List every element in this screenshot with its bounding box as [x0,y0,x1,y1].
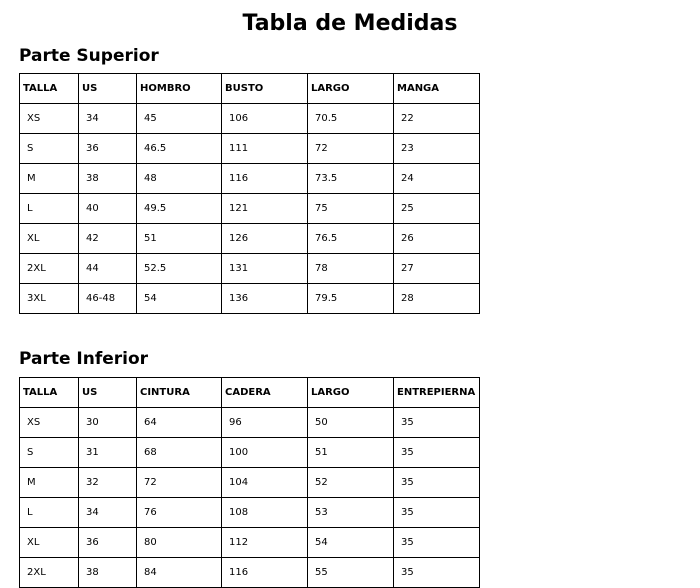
table-cell: XL [20,224,79,254]
table-row [20,528,480,558]
table-cell: 35 [394,438,480,468]
table-cell: 45 [137,104,222,134]
table-cell: 52 [308,468,394,498]
table-cell: 46.5 [137,134,222,164]
column-header: ENTREPIERNA [394,378,480,408]
table-cell: 38 [79,558,137,588]
table-cell: 38 [79,164,137,194]
table-cell: XL [20,528,79,558]
table-cell: 68 [137,438,222,468]
table-cell: 51 [137,224,222,254]
table-cell: 23 [394,134,480,164]
table-cell: 54 [308,528,394,558]
table-cell: 35 [394,498,480,528]
table-cell: 108 [222,498,308,528]
table-row [20,194,480,224]
table-cell: 35 [394,468,480,498]
table-row [20,558,480,588]
table-row [20,224,480,254]
column-header: CINTURA [137,378,222,408]
table-cell: 27 [394,254,480,284]
table-cell: 72 [137,468,222,498]
section-title-lower: Parte Inferior [19,349,149,369]
table-cell: 96 [222,408,308,438]
table-row [20,104,480,134]
table-cell: L [20,194,79,224]
table-cell: 28 [394,284,480,314]
column-header: MANGA [394,74,480,104]
table-cell: M [20,468,79,498]
column-header: HOMBRO [137,74,222,104]
table-cell: 35 [394,528,480,558]
table-cell: 48 [137,164,222,194]
table-cell: 50 [308,408,394,438]
column-header: TALLA [20,74,79,104]
table-cell: 3XL [20,284,79,314]
table-cell: 22 [394,104,480,134]
section-title-upper: Parte Superior [19,46,159,66]
table-row [20,468,480,498]
table-cell: 78 [308,254,394,284]
table-row [20,254,480,284]
table-cell: 80 [137,528,222,558]
table-row [20,284,480,314]
table-cell: 54 [137,284,222,314]
table-cell: L [20,498,79,528]
table-cell: 126 [222,224,308,254]
page-title: Tabla de Medidas [242,11,458,36]
table-cell: 35 [394,558,480,588]
table-cell: 24 [394,164,480,194]
table-cell: 75 [308,194,394,224]
table-cell: 70.5 [308,104,394,134]
table-cell: 49.5 [137,194,222,224]
table-cell: 25 [394,194,480,224]
table-cell: 116 [222,164,308,194]
column-header: TALLA [20,378,79,408]
table-cell: 2XL [20,254,79,284]
table-cell: 2XL [20,558,79,588]
table-cell: 32 [79,468,137,498]
table-cell: 64 [137,408,222,438]
table-cell: 116 [222,558,308,588]
table-cell: 76.5 [308,224,394,254]
table-cell: 34 [79,104,137,134]
table-cell: 26 [394,224,480,254]
table-cell: XS [20,104,79,134]
table-row [20,408,480,438]
table-cell: 46-48 [79,284,137,314]
table-cell: 44 [79,254,137,284]
column-header: US [79,74,137,104]
lower-size-table [19,377,480,588]
table-cell: 73.5 [308,164,394,194]
table-cell: 72 [308,134,394,164]
table-cell: 104 [222,468,308,498]
table-cell: XS [20,408,79,438]
table-cell: 30 [79,408,137,438]
column-header: CADERA [222,378,308,408]
table-cell: 36 [79,528,137,558]
table-cell: M [20,164,79,194]
column-header: BUSTO [222,74,308,104]
table-cell: 106 [222,104,308,134]
upper-size-table [19,73,480,314]
table-header-row [20,378,480,408]
table-cell: 35 [394,408,480,438]
table-cell: 111 [222,134,308,164]
table-cell: 121 [222,194,308,224]
column-header: LARGO [308,74,394,104]
table-cell: 131 [222,254,308,284]
column-header: LARGO [308,378,394,408]
table-cell: 52.5 [137,254,222,284]
table-cell: 79.5 [308,284,394,314]
table-cell: 40 [79,194,137,224]
table-cell: 136 [222,284,308,314]
table-row [20,438,480,468]
table-cell: 84 [137,558,222,588]
table-row [20,498,480,528]
table-cell: 53 [308,498,394,528]
table-cell: 100 [222,438,308,468]
table-header-row [20,74,480,104]
table-cell: 51 [308,438,394,468]
table-cell: 76 [137,498,222,528]
column-header: US [79,378,137,408]
table-cell: 42 [79,224,137,254]
table-cell: S [20,438,79,468]
table-cell: 55 [308,558,394,588]
table-row [20,164,480,194]
table-cell: 34 [79,498,137,528]
table-row [20,134,480,164]
table-cell: 31 [79,438,137,468]
table-cell: 112 [222,528,308,558]
table-cell: 36 [79,134,137,164]
table-cell: S [20,134,79,164]
